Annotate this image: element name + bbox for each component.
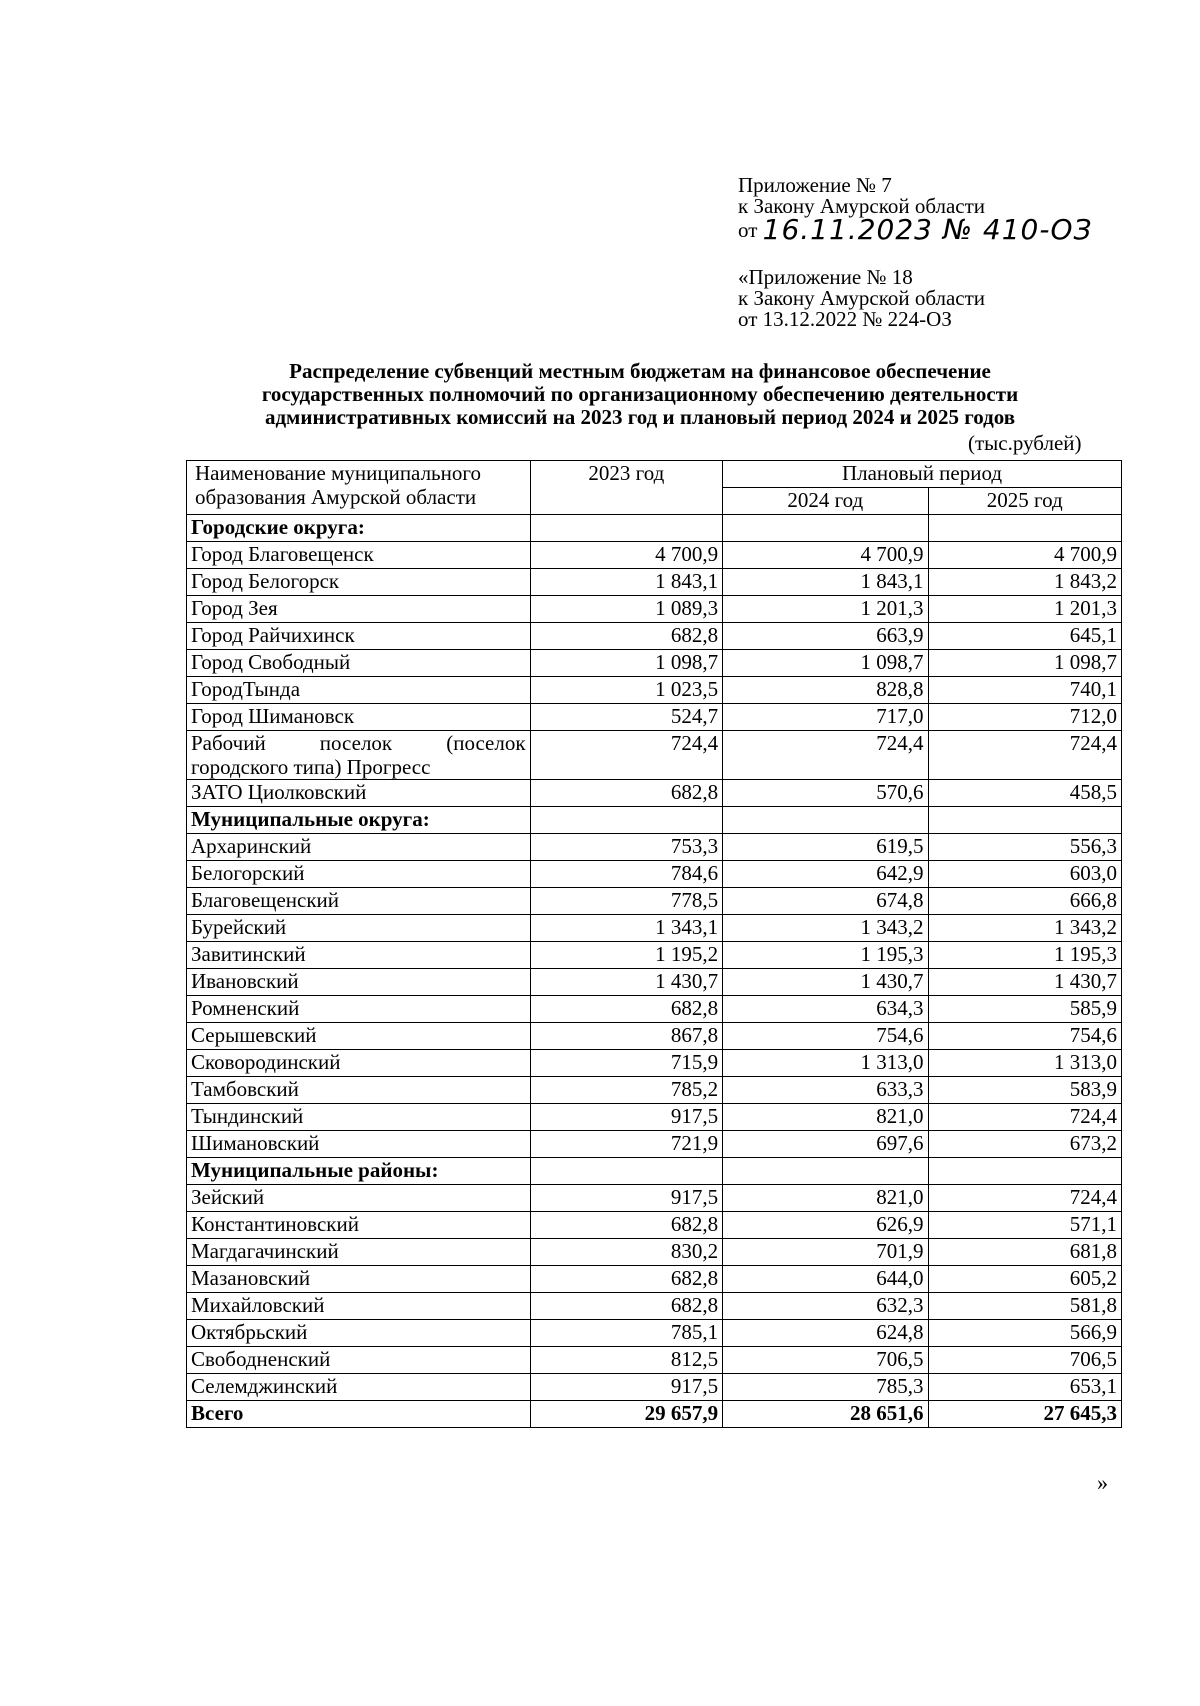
municipality-name: Октябрьский — [187, 1320, 531, 1347]
table-row — [187, 1293, 1122, 1320]
total-2023: 29 657,9 — [530, 1401, 722, 1428]
value-2023: 1 089,3 — [530, 596, 722, 623]
table-row — [187, 861, 1122, 888]
empty-cell — [723, 1158, 928, 1185]
appendix-7-law: к Закону Амурской области — [738, 194, 986, 218]
appendix-7-title: Приложение № 7 — [738, 173, 892, 197]
table-row — [187, 1374, 1122, 1401]
municipality-name: Город Шимановск — [187, 704, 531, 731]
appendix-18-title: «Приложение № 18 — [738, 265, 913, 289]
title-line: Распределение субвенций местным бюджетам на финансовое обеспечение — [289, 359, 991, 383]
municipality-name: Ивановский — [187, 969, 531, 996]
table-row — [187, 650, 1122, 677]
empty-cell — [530, 515, 722, 542]
municipality-name: Шимановский — [187, 1131, 531, 1158]
total-2024: 28 651,6 — [723, 1401, 928, 1428]
value-2025: 583,9 — [928, 1077, 1122, 1104]
units-label: (тыс.рублей) — [968, 431, 1082, 455]
value-2025: 1 098,7 — [928, 650, 1122, 677]
value-2023: 778,5 — [530, 888, 722, 915]
table-row — [187, 942, 1122, 969]
value-2025: 712,0 — [928, 704, 1122, 731]
table-row — [187, 1050, 1122, 1077]
municipality-name: Город Зея — [187, 596, 531, 623]
value-2025: 571,1 — [928, 1212, 1122, 1239]
appendix-18-law: к Закону Амурской области — [738, 286, 986, 310]
value-2025: 4 700,9 — [928, 542, 1122, 569]
value-2025: 666,8 — [928, 888, 1122, 915]
section-row — [187, 1158, 1122, 1185]
header-2023: 2023 год — [530, 461, 722, 515]
section-title: Муниципальные районы: — [187, 1158, 531, 1185]
municipality-name: ГородТында — [187, 677, 531, 704]
value-2024: 1 313,0 — [723, 1050, 928, 1077]
municipality-name: Свободненский — [187, 1347, 531, 1374]
value-2023: 1 343,1 — [530, 915, 722, 942]
value-2023: 682,8 — [530, 1293, 722, 1320]
value-2025: 724,4 — [928, 1104, 1122, 1131]
value-2024: 1 201,3 — [723, 596, 928, 623]
empty-cell — [723, 515, 928, 542]
municipality-name: Завитинский — [187, 942, 531, 969]
name-word: поселок — [319, 731, 393, 755]
value-2023: 785,2 — [530, 1077, 722, 1104]
value-2025: 1 195,3 — [928, 942, 1122, 969]
municipality-name: ЗАТО Циолковский — [187, 780, 531, 807]
table-row — [187, 1185, 1122, 1212]
table-row — [187, 1266, 1122, 1293]
appendix-7-reference — [738, 173, 1093, 246]
section-row — [187, 807, 1122, 834]
municipality-name: Город Белогорск — [187, 569, 531, 596]
subvention-table — [186, 460, 1122, 1428]
value-2023: 1 023,5 — [530, 677, 722, 704]
table-row — [187, 542, 1122, 569]
value-2024: 754,6 — [723, 1023, 928, 1050]
value-2024: 633,3 — [723, 1077, 928, 1104]
value-2023: 724,4 — [530, 731, 722, 780]
table-row — [187, 623, 1122, 650]
table-row — [187, 1212, 1122, 1239]
name-word: (поселок — [446, 731, 526, 755]
municipality-name: Сковородинский — [187, 1050, 531, 1077]
appendix-18-date: от 13.12.2022 № 224-ОЗ — [738, 307, 952, 331]
municipality-name: Город Свободный — [187, 650, 531, 677]
value-2024: 624,8 — [723, 1320, 928, 1347]
value-2024: 634,3 — [723, 996, 928, 1023]
table-row — [187, 888, 1122, 915]
value-2025: 458,5 — [928, 780, 1122, 807]
empty-cell — [530, 1158, 722, 1185]
table-row — [187, 780, 1122, 807]
value-2025: 566,9 — [928, 1320, 1122, 1347]
value-2023: 830,2 — [530, 1239, 722, 1266]
header-planned-period: Плановый период — [723, 461, 1122, 488]
value-2023: 812,5 — [530, 1347, 722, 1374]
table-row — [187, 996, 1122, 1023]
municipality-name: Благовещенский — [187, 888, 531, 915]
value-2025: 1 313,0 — [928, 1050, 1122, 1077]
value-2024: 626,9 — [723, 1212, 928, 1239]
value-2024: 821,0 — [723, 1104, 928, 1131]
value-2024: 1 195,3 — [723, 942, 928, 969]
value-2025: 740,1 — [928, 677, 1122, 704]
table-row — [187, 1104, 1122, 1131]
value-2024: 632,3 — [723, 1293, 928, 1320]
value-2024: 570,6 — [723, 780, 928, 807]
value-2023: 682,8 — [530, 1212, 722, 1239]
value-2025: 1 343,2 — [928, 915, 1122, 942]
value-2025: 605,2 — [928, 1266, 1122, 1293]
value-2024: 717,0 — [723, 704, 928, 731]
header-2024: 2024 год — [723, 488, 928, 515]
municipality-name: Бурейский — [187, 915, 531, 942]
municipality-name-line2: городского типа) Прогресс — [191, 755, 431, 779]
municipality-name: Тындинский — [187, 1104, 531, 1131]
value-2023: 1 098,7 — [530, 650, 722, 677]
header-name-cell — [187, 461, 531, 515]
table-header-row — [187, 461, 1122, 488]
value-2023: 715,9 — [530, 1050, 722, 1077]
table-row — [187, 969, 1122, 996]
value-2023: 721,9 — [530, 1131, 722, 1158]
section-title: Городские округа: — [187, 515, 531, 542]
value-2023: 1 195,2 — [530, 942, 722, 969]
table-row — [187, 1023, 1122, 1050]
value-2025: 706,5 — [928, 1347, 1122, 1374]
appendix-18-reference — [738, 267, 985, 330]
municipality-name: Михайловский — [187, 1293, 531, 1320]
value-2024: 701,9 — [723, 1239, 928, 1266]
empty-cell — [928, 1158, 1122, 1185]
value-2024: 644,0 — [723, 1266, 928, 1293]
appendix-7-date-line — [738, 213, 1093, 246]
section-row — [187, 515, 1122, 542]
municipality-name: Мазановский — [187, 1266, 531, 1293]
table-row — [187, 1239, 1122, 1266]
value-2024: 1 098,7 — [723, 650, 928, 677]
value-2023: 867,8 — [530, 1023, 722, 1050]
value-2025: 603,0 — [928, 861, 1122, 888]
total-2025: 27 645,3 — [928, 1401, 1122, 1428]
table-row — [187, 1347, 1122, 1374]
value-2024: 674,8 — [723, 888, 928, 915]
municipality-name: Город Райчихинск — [187, 623, 531, 650]
table-row — [187, 677, 1122, 704]
total-label: Всего — [187, 1401, 531, 1428]
appendix-7-date-prefix: от — [738, 218, 758, 242]
title-line: государственных полномочий по организационному обеспечению деятельности — [261, 382, 1019, 406]
table-row — [187, 834, 1122, 861]
table-row — [187, 1131, 1122, 1158]
value-2023: 524,7 — [530, 704, 722, 731]
value-2024: 724,4 — [723, 731, 928, 780]
value-2025: 581,8 — [928, 1293, 1122, 1320]
value-2025: 556,3 — [928, 834, 1122, 861]
table-row — [187, 1077, 1122, 1104]
table-row — [187, 596, 1122, 623]
municipality-name — [187, 731, 531, 780]
municipality-name: Серышевский — [187, 1023, 531, 1050]
table-row — [187, 1320, 1122, 1347]
municipality-name: Константиновский — [187, 1212, 531, 1239]
empty-cell — [530, 807, 722, 834]
section-title: Муниципальные округа: — [187, 807, 531, 834]
table-row — [187, 731, 1122, 780]
value-2024: 619,5 — [723, 834, 928, 861]
title-line: административных комиссий на 2023 год и плановый период 2024 и 2025 годов — [264, 405, 1016, 429]
value-2023: 785,1 — [530, 1320, 722, 1347]
value-2023: 917,5 — [530, 1104, 722, 1131]
value-2025: 653,1 — [928, 1374, 1122, 1401]
value-2024: 828,8 — [723, 677, 928, 704]
value-2023: 682,8 — [530, 623, 722, 650]
municipality-name: Ромненский — [187, 996, 531, 1023]
value-2024: 4 700,9 — [723, 542, 928, 569]
value-2025: 681,8 — [928, 1239, 1122, 1266]
empty-cell — [928, 807, 1122, 834]
value-2023: 784,6 — [530, 861, 722, 888]
value-2024: 1 843,1 — [723, 569, 928, 596]
municipality-name: Тамбовский — [187, 1077, 531, 1104]
table-row — [187, 569, 1122, 596]
value-2023: 682,8 — [530, 996, 722, 1023]
value-2025: 754,6 — [928, 1023, 1122, 1050]
value-2024: 821,0 — [723, 1185, 928, 1212]
value-2025: 724,4 — [928, 1185, 1122, 1212]
value-2025: 1 843,2 — [928, 569, 1122, 596]
document-title — [185, 360, 1095, 429]
header-name-line2: образования Амурской области — [195, 485, 477, 509]
total-row — [187, 1401, 1122, 1428]
value-2024: 1 430,7 — [723, 969, 928, 996]
municipality-name-line1 — [191, 731, 526, 755]
value-2023: 1 843,1 — [530, 569, 722, 596]
value-2023: 682,8 — [530, 780, 722, 807]
table-row — [187, 915, 1122, 942]
municipality-name: Архаринский — [187, 834, 531, 861]
table-row — [187, 704, 1122, 731]
value-2023: 1 430,7 — [530, 969, 722, 996]
value-2023: 917,5 — [530, 1185, 722, 1212]
municipality-name: Город Благовещенск — [187, 542, 531, 569]
value-2025: 1 430,7 — [928, 969, 1122, 996]
municipality-name: Магдагачинский — [187, 1239, 531, 1266]
value-2023: 753,3 — [530, 834, 722, 861]
value-2024: 697,6 — [723, 1131, 928, 1158]
value-2024: 1 343,2 — [723, 915, 928, 942]
value-2024: 663,9 — [723, 623, 928, 650]
municipality-name: Белогорский — [187, 861, 531, 888]
empty-cell — [928, 515, 1122, 542]
value-2024: 706,5 — [723, 1347, 928, 1374]
value-2025: 1 201,3 — [928, 596, 1122, 623]
value-2023: 917,5 — [530, 1374, 722, 1401]
header-2025: 2025 год — [928, 488, 1122, 515]
closing-quote: » — [1097, 1470, 1108, 1495]
value-2023: 682,8 — [530, 1266, 722, 1293]
value-2024: 785,3 — [723, 1374, 928, 1401]
municipality-name: Зейский — [187, 1185, 531, 1212]
municipality-name: Селемджинский — [187, 1374, 531, 1401]
value-2025: 585,9 — [928, 996, 1122, 1023]
value-2024: 642,9 — [723, 861, 928, 888]
header-name-line1: Наименование муниципального — [195, 461, 481, 485]
empty-cell — [723, 807, 928, 834]
name-word: Рабочий — [191, 731, 266, 755]
value-2025: 673,2 — [928, 1131, 1122, 1158]
value-2025: 724,4 — [928, 731, 1122, 780]
handwritten-date-number: 16.11.2023 № 410-ОЗ — [762, 213, 1093, 246]
value-2025: 645,1 — [928, 623, 1122, 650]
value-2023: 4 700,9 — [530, 542, 722, 569]
